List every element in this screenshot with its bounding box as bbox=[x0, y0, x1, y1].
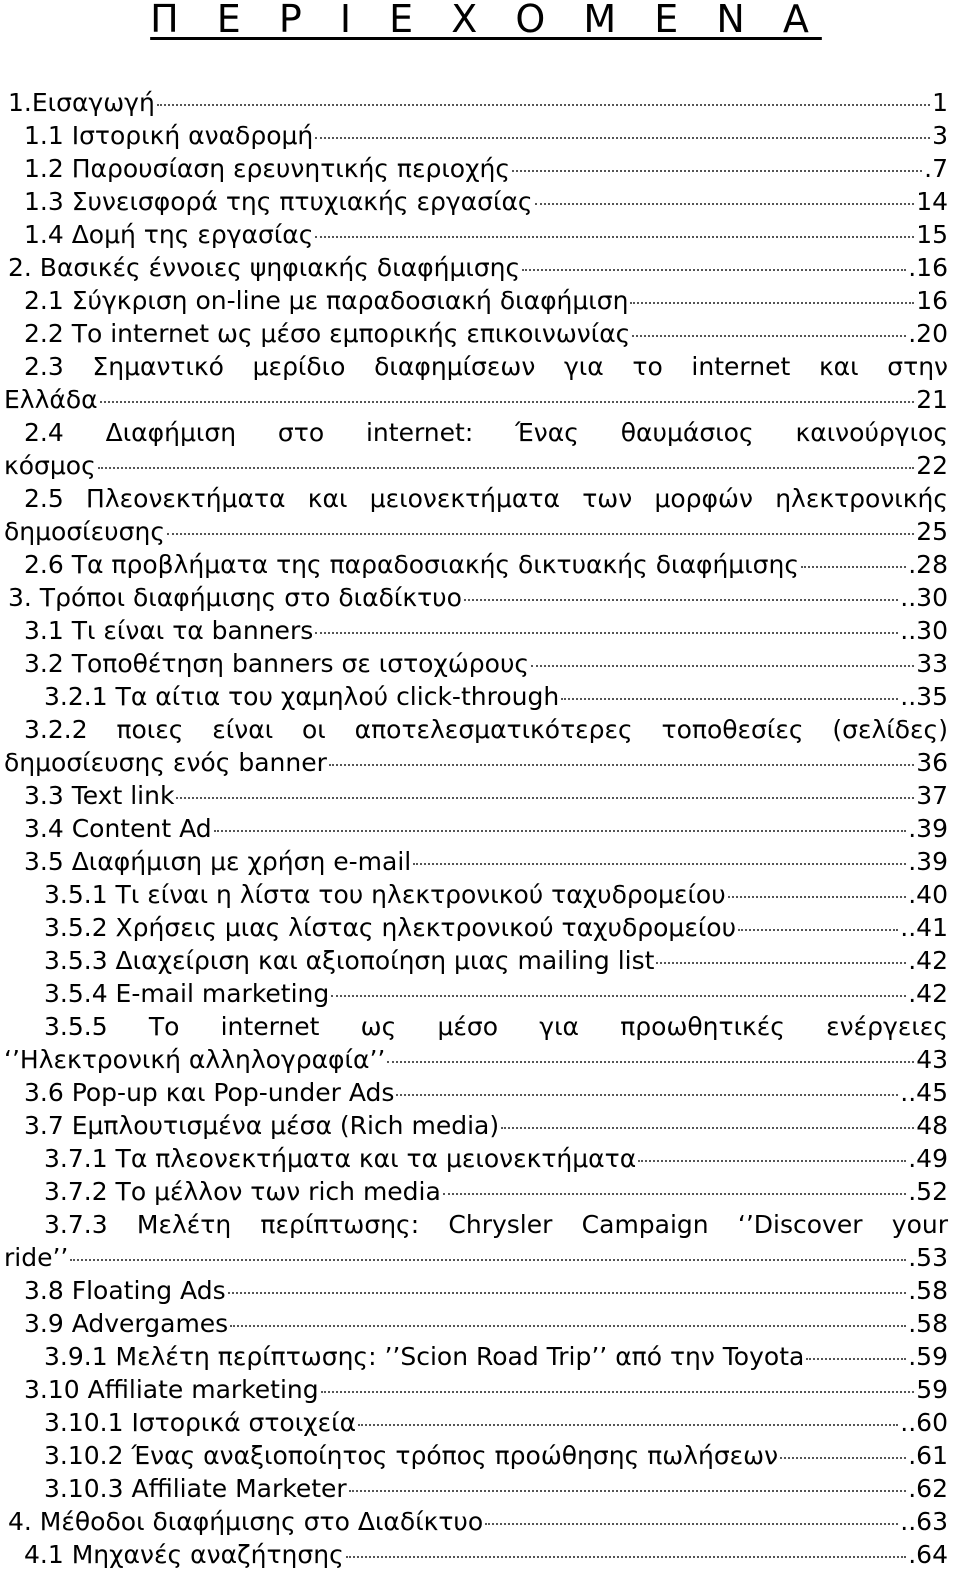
toc-page-number: .42 bbox=[908, 946, 948, 975]
toc-entry-label: 1.4 Δομή της εργασίας bbox=[24, 220, 314, 249]
dot-leader bbox=[801, 548, 906, 568]
toc-entry-label: 2.2 Το internet ως μέσο εμπορικής επικοινωνίας bbox=[24, 319, 631, 348]
dot-leader bbox=[738, 911, 898, 931]
toc-page-number: 15 bbox=[916, 220, 948, 249]
toc-entry-label: 2. Βασικές έννοιες ψηφιακής διαφήμισης bbox=[8, 253, 521, 282]
toc-page-number: .28 bbox=[908, 550, 948, 579]
dot-leader bbox=[632, 317, 906, 337]
toc-page-number: 16 bbox=[916, 286, 948, 315]
toc-page-number: 33 bbox=[916, 649, 948, 678]
toc-entry-label: 4.1 Μηχανές αναζήτησης bbox=[24, 1540, 344, 1569]
toc-page-number: .39 bbox=[908, 814, 948, 843]
toc-entry[interactable] bbox=[0, 548, 960, 581]
toc-entry-label: 3.10 Affiliate marketing bbox=[24, 1375, 319, 1404]
dot-leader bbox=[315, 119, 930, 139]
toc-page-number: ..63 bbox=[900, 1507, 948, 1536]
toc-entry-label: 3.5.2 Χρήσεις μιας λίστας ηλεκτρονικού ταχυδρομείου bbox=[44, 913, 737, 942]
toc-page-number: .52 bbox=[908, 1177, 948, 1206]
dot-leader bbox=[214, 812, 907, 832]
toc-page-number: ..45 bbox=[900, 1078, 948, 1107]
toc-page-number: ..35 bbox=[900, 682, 948, 711]
dot-leader bbox=[176, 779, 914, 799]
dot-leader bbox=[780, 1439, 906, 1459]
toc-page-number: .61 bbox=[908, 1441, 948, 1470]
dot-leader bbox=[485, 1505, 898, 1525]
dot-leader bbox=[806, 1340, 906, 1360]
toc-entry[interactable] bbox=[0, 1472, 960, 1505]
dot-leader bbox=[501, 1109, 914, 1129]
toc-page-number: .16 bbox=[908, 253, 948, 282]
toc-entry-first-line: 2.5 Πλεονεκτήματα και μειονεκτήματα των μορφών ηλεκτρονικής bbox=[24, 484, 948, 513]
toc-page-number: 59 bbox=[916, 1375, 948, 1404]
dot-leader bbox=[100, 383, 915, 403]
toc-page-number: .39 bbox=[908, 847, 948, 876]
toc-entry[interactable] bbox=[0, 449, 960, 482]
toc-entry-label: 3.10.1 Ιστορικά στοιχεία bbox=[44, 1408, 357, 1437]
toc-entry-label: 3.5 Διαφήμιση με χρήση e-mail bbox=[24, 847, 412, 876]
dot-leader bbox=[228, 1274, 907, 1294]
page-title bbox=[0, 0, 960, 41]
toc-entry[interactable] bbox=[0, 911, 960, 944]
toc-page-number: 48 bbox=[916, 1111, 948, 1140]
toc-entry[interactable] bbox=[0, 1274, 960, 1307]
toc-page-number: 14 bbox=[916, 187, 948, 216]
dot-leader bbox=[315, 614, 898, 634]
dot-leader bbox=[464, 581, 898, 601]
toc-entry[interactable] bbox=[0, 1241, 960, 1274]
toc-entry-label: 3.5.4 E-mail marketing bbox=[44, 979, 330, 1008]
dot-leader bbox=[98, 449, 914, 469]
toc-entry[interactable] bbox=[0, 647, 960, 680]
toc-entry[interactable] bbox=[0, 1373, 960, 1406]
toc-page-number: ..30 bbox=[900, 583, 948, 612]
dot-leader bbox=[358, 1406, 898, 1426]
toc-entry[interactable] bbox=[0, 1505, 960, 1538]
dot-leader bbox=[230, 1307, 906, 1327]
dot-leader bbox=[656, 944, 906, 964]
toc-entry-label: 1.3 Συνεισφορά της πτυχιακής εργασίας bbox=[24, 187, 533, 216]
toc-entry-first-line: 2.4 Διαφήμιση στο internet: Ένας θαυμάσιος καινούργιος bbox=[24, 418, 948, 447]
toc-page-number: .20 bbox=[908, 319, 948, 348]
toc-entry-label: 4. Μέθοδοι διαφήμισης στο Διαδίκτυο bbox=[8, 1507, 484, 1536]
toc-entry[interactable] bbox=[0, 779, 960, 812]
toc-entry[interactable] bbox=[0, 218, 960, 251]
dot-leader bbox=[531, 647, 914, 667]
toc-entry[interactable] bbox=[0, 1340, 960, 1373]
toc-entry-label: 3.10.3 Affiliate Marketer bbox=[44, 1474, 347, 1503]
dot-leader bbox=[387, 1043, 914, 1063]
toc-entry-label: 3.5.1 Τι είναι η λίστα του ηλεκτρονικού ταχυδρομείου bbox=[44, 880, 726, 909]
toc-entry-label: 2.6 Τα προβλήματα της παραδοσιακής δικτυακής διαφήμισης bbox=[24, 550, 800, 579]
toc-entry[interactable] bbox=[0, 614, 960, 647]
dot-leader bbox=[349, 1472, 907, 1492]
toc-entry-first-line: 3.2.2 ποιες είναι οι αποτελεσματικότερες τοποθεσίες (σελίδες) bbox=[24, 715, 948, 744]
toc-page-number: .58 bbox=[908, 1276, 948, 1305]
toc-entry[interactable] bbox=[0, 680, 960, 713]
toc-entry[interactable] bbox=[0, 185, 960, 218]
toc-page-number: 36 bbox=[916, 748, 948, 777]
toc-entry[interactable] bbox=[0, 86, 960, 119]
toc-page-number: ..30 bbox=[900, 616, 948, 645]
toc-page-number: .62 bbox=[908, 1474, 948, 1503]
toc-entry[interactable] bbox=[0, 1076, 960, 1109]
toc-entry[interactable] bbox=[0, 284, 960, 317]
toc-entry-label: 1.Εισαγωγή bbox=[8, 88, 155, 117]
toc-entry-label: 1.2 Παρουσίαση ερευνητικής περιοχής bbox=[24, 154, 511, 183]
toc-page-number: ..60 bbox=[900, 1408, 948, 1437]
toc-entry-label: 3.6 Pop-up και Pop-under Ads bbox=[24, 1078, 395, 1107]
toc-entry-label: 3.10.2 Ένας αναξιοποίητος τρόπος προώθησης πωλήσεων bbox=[44, 1441, 779, 1470]
dot-leader bbox=[70, 1241, 906, 1261]
dot-leader bbox=[315, 218, 914, 238]
toc-entry[interactable] bbox=[0, 317, 960, 350]
toc-page-number: .53 bbox=[908, 1243, 948, 1272]
toc-page-number: .58 bbox=[908, 1309, 948, 1338]
toc-entry-label: 3.1 Τι είναι τα banners bbox=[24, 616, 314, 645]
dot-leader bbox=[167, 515, 914, 535]
toc-entry-label: Ελλάδα bbox=[4, 385, 98, 414]
toc-entry-first-line: 2.3 Σημαντικό μερίδιο διαφημίσεων για το internet και στην bbox=[24, 352, 948, 381]
dot-leader bbox=[321, 1373, 915, 1393]
page-title-text: Π Ε Ρ Ι Ε Χ Ο Μ Ε Ν Α bbox=[150, 0, 822, 41]
toc-entry-label: 3.9 Advergames bbox=[24, 1309, 229, 1338]
toc-entry[interactable] bbox=[0, 1439, 960, 1472]
toc-entry[interactable] bbox=[0, 977, 960, 1010]
toc-entry[interactable] bbox=[0, 1109, 960, 1142]
dot-leader bbox=[396, 1076, 898, 1096]
toc-entry-label: 2.1 Σύγκριση on-line με παραδοσιακή διαφήμιση bbox=[24, 286, 629, 315]
toc-entry[interactable] bbox=[0, 251, 960, 284]
toc-entry[interactable] bbox=[0, 1406, 960, 1439]
toc-entry-label: ride’’ bbox=[4, 1243, 69, 1272]
toc-entry[interactable] bbox=[0, 878, 960, 911]
toc-entry-label: ‘’Ηλεκτρονική αλληλογραφία’’ bbox=[4, 1045, 386, 1074]
toc-page-number: .59 bbox=[908, 1342, 948, 1371]
toc-entry-first-line: 3.5.5 Το internet ως μέσο για προωθητικές ενέργειες bbox=[44, 1012, 948, 1041]
toc-page-number: .40 bbox=[908, 880, 948, 909]
toc-entry-label: κόσμος bbox=[4, 451, 96, 480]
toc-entry-label: 3.7 Εμπλουτισμένα μέσα (Rich media) bbox=[24, 1111, 500, 1140]
toc-entry-label: 3.8 Floating Ads bbox=[24, 1276, 226, 1305]
toc-page-number: .64 bbox=[908, 1540, 948, 1569]
toc-page-number: .42 bbox=[908, 979, 948, 1008]
toc-entry[interactable] bbox=[0, 944, 960, 977]
dot-leader bbox=[522, 251, 906, 271]
toc-page-number: 25 bbox=[916, 517, 948, 546]
toc-page-number: .7 bbox=[924, 154, 948, 183]
toc-entry[interactable] bbox=[0, 845, 960, 878]
toc-entry[interactable] bbox=[0, 1538, 960, 1571]
toc-entry[interactable] bbox=[0, 1142, 960, 1175]
toc-entry[interactable] bbox=[0, 152, 960, 185]
toc-page-number: 22 bbox=[916, 451, 948, 480]
dot-leader bbox=[512, 152, 922, 172]
dot-leader bbox=[157, 86, 930, 106]
toc-page-number: 3 bbox=[932, 121, 948, 150]
toc-entry-label: δημοσίευσης bbox=[4, 517, 165, 546]
toc-page-number: ..41 bbox=[900, 913, 948, 942]
dot-leader bbox=[561, 680, 898, 700]
dot-leader bbox=[535, 185, 915, 205]
toc-entry[interactable] bbox=[0, 812, 960, 845]
toc-entry[interactable] bbox=[0, 119, 960, 152]
toc-entry[interactable] bbox=[0, 383, 960, 416]
toc-page-number: .49 bbox=[908, 1144, 948, 1173]
toc-page-number: 43 bbox=[916, 1045, 948, 1074]
toc-entry-label: 3.7.1 Τα πλεονεκτήματα και τα μειονεκτήματα bbox=[44, 1144, 637, 1173]
toc-entry-label: 3.3 Text link bbox=[24, 781, 175, 810]
toc-entry-label: 3.7.2 Το μέλλον των rich media bbox=[44, 1177, 441, 1206]
toc-entry-label: 3.9.1 Μελέτη περίπτωσης: ’’Scion Road Trip’’ από την Toyota bbox=[44, 1342, 805, 1371]
toc-entry-label: 3. Τρόποι διαφήμισης στο διαδίκτυο bbox=[8, 583, 462, 612]
dot-leader bbox=[630, 284, 914, 304]
toc-entry-label: 3.5.3 Διαχείριση και αξιοποίηση μιας mailing list bbox=[44, 946, 655, 975]
dot-leader bbox=[346, 1538, 906, 1558]
toc-entry-label: 3.2 Τοποθέτηση banners σε ιστοχώρους bbox=[24, 649, 530, 678]
toc-page-number: 37 bbox=[916, 781, 948, 810]
toc-entry[interactable] bbox=[0, 746, 960, 779]
toc-entry-label: 3.2.1 Τα αίτια του χαμηλού click-through bbox=[44, 682, 560, 711]
dot-leader bbox=[443, 1175, 906, 1195]
toc-entry[interactable] bbox=[0, 581, 960, 614]
table-of-contents bbox=[0, 86, 960, 1571]
toc-page-number: 1 bbox=[932, 88, 948, 117]
toc-entry[interactable] bbox=[0, 1043, 960, 1076]
toc-entry-label: δημοσίευσης ενός banner bbox=[4, 748, 327, 777]
dot-leader bbox=[638, 1142, 906, 1162]
toc-entry-first-line: 3.7.3 Μελέτη περίπτωσης: Chrysler Campaign ‘’Discover your bbox=[44, 1210, 948, 1239]
toc-entry-label: 1.1 Ιστορική αναδρομή bbox=[24, 121, 314, 150]
toc-entry[interactable] bbox=[0, 1175, 960, 1208]
toc-entry[interactable] bbox=[0, 515, 960, 548]
dot-leader bbox=[329, 746, 914, 766]
dot-leader bbox=[331, 977, 906, 997]
toc-entry[interactable] bbox=[0, 1307, 960, 1340]
toc-page-number: 21 bbox=[916, 385, 948, 414]
dot-leader bbox=[728, 878, 907, 898]
toc-entry-label: 3.4 Content Ad bbox=[24, 814, 212, 843]
dot-leader bbox=[413, 845, 906, 865]
